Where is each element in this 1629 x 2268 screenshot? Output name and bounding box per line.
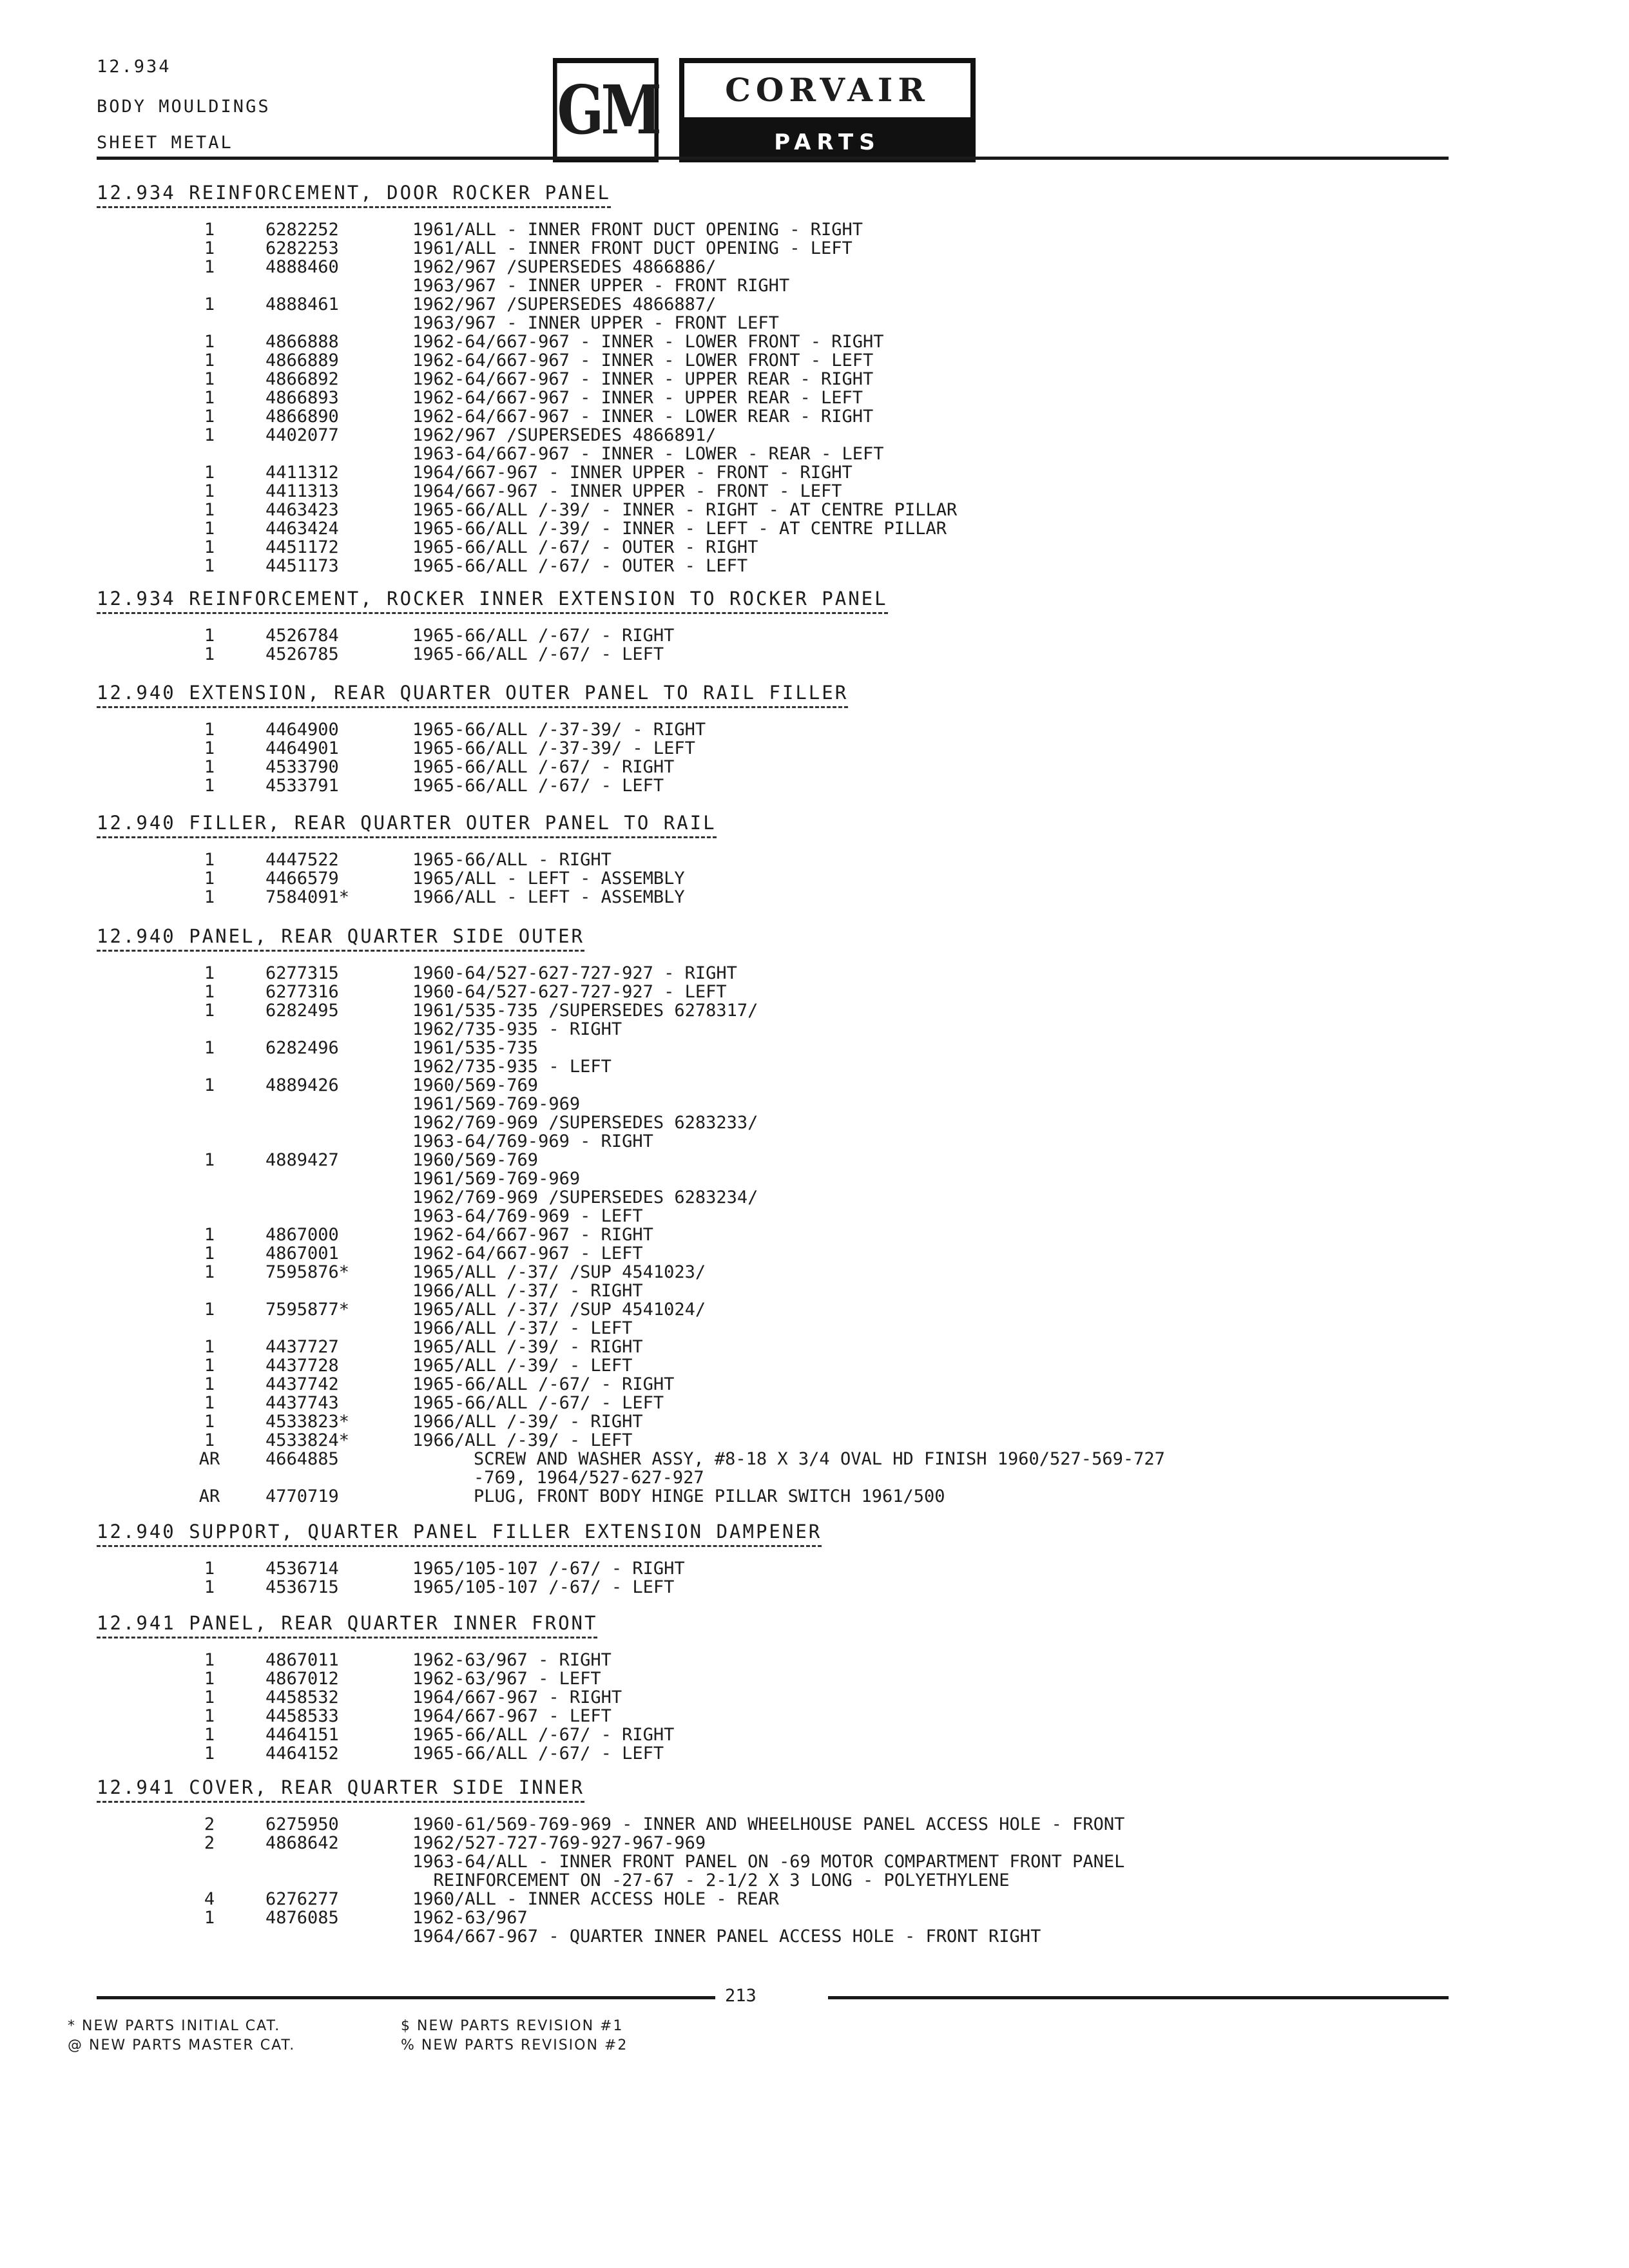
part-quantity: 1 bbox=[204, 1225, 215, 1245]
part-description: 1965/ALL - LEFT - ASSEMBLY bbox=[412, 869, 685, 889]
legend-revision-2: % NEW PARTS REVISION #2 bbox=[401, 2037, 628, 2053]
section-title: 12.940 EXTENSION, REAR QUARTER OUTER PANEL TO RAIL FILLER bbox=[97, 682, 848, 708]
part-number: 4464901 bbox=[265, 738, 339, 758]
part-description: 1961/569-769-969 bbox=[412, 1094, 581, 1114]
part-description: 1963-64/ALL - INNER FRONT PANEL ON -69 MOTOR COMPARTMENT FRONT PANEL bbox=[412, 1852, 1125, 1872]
part-number: 7595877* bbox=[265, 1300, 350, 1320]
part-quantity: 1 bbox=[204, 407, 215, 427]
part-description: 1962/527-727-769-927-967-969 bbox=[412, 1833, 706, 1853]
part-number: 4876085 bbox=[265, 1908, 339, 1928]
part-number: 4526784 bbox=[265, 626, 339, 646]
part-quantity: 1 bbox=[204, 869, 215, 889]
part-number: 4888461 bbox=[265, 294, 339, 314]
part-description: 1962-64/667-967 - LEFT bbox=[412, 1244, 643, 1264]
section-title: 12.941 PANEL, REAR QUARTER INNER FRONT bbox=[97, 1612, 597, 1639]
part-number: 7595876* bbox=[265, 1262, 350, 1282]
part-quantity: 1 bbox=[204, 757, 215, 777]
part-quantity: 1 bbox=[204, 626, 215, 646]
part-number: 4437742 bbox=[265, 1374, 339, 1394]
footer-rule-left bbox=[97, 1996, 715, 1999]
part-number: 4463423 bbox=[265, 500, 339, 520]
part-number: 6282253 bbox=[265, 238, 339, 258]
part-quantity: 1 bbox=[204, 1150, 215, 1170]
part-description: 1962-64/667-967 - INNER - LOWER REAR - RIGHT bbox=[412, 407, 874, 427]
part-description: 1965-66/ALL /-67/ - RIGHT bbox=[412, 1374, 675, 1394]
part-quantity: 1 bbox=[204, 369, 215, 389]
part-description: 1960/569-769 bbox=[412, 1150, 539, 1170]
section-heading bbox=[97, 588, 888, 614]
part-quantity: 1 bbox=[204, 963, 215, 983]
part-quantity: 1 bbox=[204, 1706, 215, 1726]
part-quantity: 1 bbox=[204, 537, 215, 557]
part-description: REINFORCEMENT ON -27-67 - 2-1/2 X 3 LONG - POLYETHYLENE bbox=[412, 1870, 1010, 1890]
part-description: 1965-66/ALL /-67/ - OUTER - LEFT bbox=[412, 556, 748, 576]
part-number: 4466579 bbox=[265, 869, 339, 889]
part-description: 1961/535-735 /SUPERSEDES 6278317/ bbox=[412, 1001, 758, 1021]
section-title: 12.934 REINFORCEMENT, DOOR ROCKER PANEL bbox=[97, 182, 611, 208]
header-rule bbox=[97, 157, 1449, 160]
part-description: 1961/569-769-969 bbox=[412, 1169, 581, 1189]
part-description: 1965-66/ALL /-67/ - OUTER - RIGHT bbox=[412, 537, 758, 557]
part-quantity: 1 bbox=[204, 1559, 215, 1579]
part-description: 1965-66/ALL /-67/ - LEFT bbox=[412, 1744, 664, 1763]
part-quantity: 1 bbox=[204, 351, 215, 370]
section-heading bbox=[97, 1521, 822, 1547]
part-number: 4866890 bbox=[265, 407, 339, 427]
part-quantity: AR bbox=[198, 1449, 220, 1469]
part-number: 4526785 bbox=[265, 644, 339, 664]
part-quantity: 1 bbox=[204, 1687, 215, 1707]
part-quantity: 1 bbox=[204, 1262, 215, 1282]
part-description: 1965/ALL /-37/ /SUP 4541023/ bbox=[412, 1262, 706, 1282]
part-description: 1963-64/769-969 - LEFT bbox=[412, 1206, 643, 1226]
part-number: 4437743 bbox=[265, 1393, 339, 1413]
part-description: 1966/ALL /-37/ - LEFT bbox=[412, 1318, 633, 1338]
part-quantity: 1 bbox=[204, 738, 215, 758]
part-number: 6277316 bbox=[265, 982, 339, 1002]
part-description: 1965-66/ALL /-37-39/ - LEFT bbox=[412, 738, 695, 758]
part-number: 6275950 bbox=[265, 1814, 339, 1834]
part-number: 4867012 bbox=[265, 1669, 339, 1689]
part-quantity: 1 bbox=[204, 1374, 215, 1394]
part-number: 4458533 bbox=[265, 1706, 339, 1726]
part-quantity: 1 bbox=[204, 1669, 215, 1689]
part-description: 1965/105-107 /-67/ - RIGHT bbox=[412, 1559, 685, 1579]
part-description: 1962/735-935 - LEFT bbox=[412, 1057, 612, 1077]
part-quantity: 1 bbox=[204, 1038, 215, 1058]
part-quantity: 1 bbox=[204, 1075, 215, 1095]
part-quantity: 1 bbox=[204, 1725, 215, 1745]
section-title: 12.941 COVER, REAR QUARTER SIDE INNER bbox=[97, 1776, 584, 1803]
part-quantity: 1 bbox=[204, 1744, 215, 1763]
part-description: 1965/ALL /-39/ - RIGHT bbox=[412, 1337, 643, 1357]
part-number: 4889426 bbox=[265, 1075, 339, 1095]
part-description: 1962/769-969 /SUPERSEDES 6283233/ bbox=[412, 1113, 758, 1133]
part-description: 1965/105-107 /-67/ - LEFT bbox=[412, 1577, 675, 1597]
part-description: 1962-64/667-967 - INNER - UPPER REAR - RIGHT bbox=[412, 369, 874, 389]
part-number: 7584091* bbox=[265, 887, 350, 907]
header-subgroup-name: SHEET METAL bbox=[97, 133, 233, 153]
part-description: 1962/967 /SUPERSEDES 4866891/ bbox=[412, 425, 717, 445]
page-number: 213 bbox=[725, 1986, 757, 2006]
part-description: 1962/967 /SUPERSEDES 4866887/ bbox=[412, 294, 717, 314]
section-heading bbox=[97, 182, 611, 208]
part-quantity: 1 bbox=[204, 220, 215, 240]
part-number: 4888460 bbox=[265, 257, 339, 277]
part-number: 4464900 bbox=[265, 720, 339, 740]
header-group-name: BODY MOULDINGS bbox=[97, 97, 271, 117]
part-number: 4533791 bbox=[265, 776, 339, 796]
part-quantity: 1 bbox=[204, 720, 215, 740]
part-description: 1965/ALL /-39/ - LEFT bbox=[412, 1356, 633, 1376]
part-description: 1965-66/ALL /-37-39/ - RIGHT bbox=[412, 720, 706, 740]
part-quantity: 1 bbox=[204, 1300, 215, 1320]
part-quantity: 1 bbox=[204, 332, 215, 352]
part-quantity: 1 bbox=[204, 1412, 215, 1432]
part-description: 1962-63/967 - LEFT bbox=[412, 1669, 601, 1689]
part-number: 4451173 bbox=[265, 556, 339, 576]
part-quantity: 1 bbox=[204, 776, 215, 796]
part-description: -769, 1964/527-627-927 bbox=[474, 1468, 704, 1488]
footer-rule-right bbox=[828, 1996, 1449, 1999]
section-title: 12.934 REINFORCEMENT, ROCKER INNER EXTENSION TO ROCKER PANEL bbox=[97, 588, 888, 614]
part-quantity: 1 bbox=[204, 644, 215, 664]
part-quantity: 2 bbox=[204, 1833, 215, 1853]
part-number: 4866889 bbox=[265, 351, 339, 370]
part-description: 1963/967 - INNER UPPER - FRONT LEFT bbox=[412, 313, 779, 333]
logo-subtitle: PARTS CATALOGUE bbox=[679, 122, 976, 162]
part-description: 1961/535-735 bbox=[412, 1038, 539, 1058]
part-description: 1960/569-769 bbox=[412, 1075, 539, 1095]
part-description: 1963-64/667-967 - INNER - LOWER - REAR - LEFT bbox=[412, 444, 884, 464]
part-number: 4533823* bbox=[265, 1412, 350, 1432]
part-number: 4458532 bbox=[265, 1687, 339, 1707]
part-number: 4664885 bbox=[265, 1449, 339, 1469]
part-description: 1965-66/ALL /-67/ - LEFT bbox=[412, 776, 664, 796]
part-description: 1966/ALL - LEFT - ASSEMBLY bbox=[412, 887, 685, 907]
section-heading bbox=[97, 682, 848, 708]
part-description: 1965-66/ALL /-67/ - RIGHT bbox=[412, 757, 675, 777]
part-description: 1962/967 /SUPERSEDES 4866886/ bbox=[412, 257, 717, 277]
part-description: 1962-64/667-967 - INNER - LOWER FRONT - RIGHT bbox=[412, 332, 884, 352]
part-description: 1960-64/527-627-727-927 - LEFT bbox=[412, 982, 727, 1002]
part-description: 1965-66/ALL /-67/ - LEFT bbox=[412, 1393, 664, 1413]
part-number: 4889427 bbox=[265, 1150, 339, 1170]
part-number: 4464151 bbox=[265, 1725, 339, 1745]
part-description: 1964/667-967 - INNER UPPER - FRONT - RIGHT bbox=[412, 463, 853, 483]
part-number: 4437728 bbox=[265, 1356, 339, 1376]
part-description: 1963/967 - INNER UPPER - FRONT RIGHT bbox=[412, 276, 790, 296]
section-heading bbox=[97, 1776, 584, 1803]
section-title: 12.940 PANEL, REAR QUARTER SIDE OUTER bbox=[97, 925, 584, 952]
part-number: 4770719 bbox=[265, 1486, 339, 1506]
part-number: 6282252 bbox=[265, 220, 339, 240]
part-quantity: 1 bbox=[204, 294, 215, 314]
part-quantity: 1 bbox=[204, 1356, 215, 1376]
part-number: 4437727 bbox=[265, 1337, 339, 1357]
part-number: 4464152 bbox=[265, 1744, 339, 1763]
part-number: 4533790 bbox=[265, 757, 339, 777]
part-number: 4463424 bbox=[265, 519, 339, 539]
part-description: 1961/ALL - INNER FRONT DUCT OPENING - RIGHT bbox=[412, 220, 863, 240]
part-quantity: 1 bbox=[204, 500, 215, 520]
part-quantity: 1 bbox=[204, 1337, 215, 1357]
part-number: 4866888 bbox=[265, 332, 339, 352]
part-description: 1962-63/967 bbox=[412, 1908, 528, 1928]
legend-master-cat: @ NEW PARTS MASTER CAT. bbox=[68, 2037, 296, 2053]
part-description: 1964/667-967 - QUARTER INNER PANEL ACCESS HOLE - FRONT RIGHT bbox=[412, 1927, 1041, 1946]
part-quantity: 1 bbox=[204, 388, 215, 408]
part-quantity: 1 bbox=[204, 463, 215, 483]
part-quantity: 1 bbox=[204, 850, 215, 870]
part-description: 1965-66/ALL /-67/ - RIGHT bbox=[412, 626, 675, 646]
part-description: 1962/735-935 - RIGHT bbox=[412, 1019, 622, 1039]
part-description: 1966/ALL /-39/ - RIGHT bbox=[412, 1412, 643, 1432]
gm-logo-mark: GM bbox=[553, 58, 659, 162]
part-description: 1960-61/569-769-969 - INNER AND WHEELHOUSE PANEL ACCESS HOLE - FRONT bbox=[412, 1814, 1125, 1834]
part-quantity: 1 bbox=[204, 1577, 215, 1597]
part-quantity: 1 bbox=[204, 519, 215, 539]
part-quantity: 1 bbox=[204, 1001, 215, 1021]
part-number: 4867000 bbox=[265, 1225, 339, 1245]
part-quantity: 1 bbox=[204, 1908, 215, 1928]
part-description: 1962-64/667-967 - INNER - LOWER FRONT - LEFT bbox=[412, 351, 874, 370]
part-number: 4867001 bbox=[265, 1244, 339, 1264]
part-description: PLUG, FRONT BODY HINGE PILLAR SWITCH 1961/500 bbox=[474, 1486, 945, 1506]
part-quantity: 1 bbox=[204, 556, 215, 576]
section-title: 12.940 FILLER, REAR QUARTER OUTER PANEL TO RAIL bbox=[97, 812, 717, 838]
part-number: 6282495 bbox=[265, 1001, 339, 1021]
part-quantity: 1 bbox=[204, 887, 215, 907]
part-number: 4866892 bbox=[265, 369, 339, 389]
part-number: 4866893 bbox=[265, 388, 339, 408]
part-quantity: 2 bbox=[204, 1814, 215, 1834]
part-description: 1965-66/ALL /-39/ - INNER - RIGHT - AT CENTRE PILLAR bbox=[412, 500, 958, 520]
part-description: 1962-63/967 - RIGHT bbox=[412, 1650, 612, 1670]
part-description: 1964/667-967 - LEFT bbox=[412, 1706, 612, 1726]
part-quantity: 1 bbox=[204, 982, 215, 1002]
legend-revision-1: $ NEW PARTS REVISION #1 bbox=[401, 2018, 624, 2034]
part-description: 1966/ALL /-39/ - LEFT bbox=[412, 1430, 633, 1450]
part-quantity: 1 bbox=[204, 1430, 215, 1450]
section-heading bbox=[97, 1612, 597, 1639]
part-quantity: 1 bbox=[204, 1393, 215, 1413]
part-number: 6276277 bbox=[265, 1889, 339, 1909]
header-section-number: 12.934 bbox=[97, 57, 171, 77]
part-number: 6282496 bbox=[265, 1038, 339, 1058]
part-quantity: 1 bbox=[204, 257, 215, 277]
section-heading bbox=[97, 812, 717, 838]
part-quantity: 1 bbox=[204, 481, 215, 501]
part-description: 1965/ALL /-37/ /SUP 4541024/ bbox=[412, 1300, 706, 1320]
part-description: 1962-64/667-967 - RIGHT bbox=[412, 1225, 653, 1245]
section-title: 12.940 SUPPORT, QUARTER PANEL FILLER EXTENSION DAMPENER bbox=[97, 1521, 822, 1547]
part-number: 4867011 bbox=[265, 1650, 339, 1670]
part-description: 1960-64/527-627-727-927 - RIGHT bbox=[412, 963, 737, 983]
part-description: SCREW AND WASHER ASSY, #8-18 X 3/4 OVAL HD FINISH 1960/527-569-727 bbox=[474, 1449, 1165, 1469]
part-number: 4533824* bbox=[265, 1430, 350, 1450]
part-description: 1961/ALL - INNER FRONT DUCT OPENING - LEFT bbox=[412, 238, 853, 258]
part-number: 4451172 bbox=[265, 537, 339, 557]
part-description: 1964/667-967 - INNER UPPER - FRONT - LEFT bbox=[412, 481, 842, 501]
logo-title: CORVAIR bbox=[679, 58, 976, 122]
part-description: 1965-66/ALL /-67/ - RIGHT bbox=[412, 1725, 675, 1745]
part-number: 4868642 bbox=[265, 1833, 339, 1853]
part-description: 1963-64/769-969 - RIGHT bbox=[412, 1131, 653, 1151]
part-number: 4447522 bbox=[265, 850, 339, 870]
part-number: 4411312 bbox=[265, 463, 339, 483]
part-quantity: 1 bbox=[204, 425, 215, 445]
part-description: 1960/ALL - INNER ACCESS HOLE - REAR bbox=[412, 1889, 779, 1909]
part-description: 1964/667-967 - RIGHT bbox=[412, 1687, 622, 1707]
part-number: 6277315 bbox=[265, 963, 339, 983]
part-number: 4536714 bbox=[265, 1559, 339, 1579]
part-number: 4536715 bbox=[265, 1577, 339, 1597]
legend-initial-cat: * NEW PARTS INITIAL CAT. bbox=[68, 2018, 281, 2034]
part-quantity: 1 bbox=[204, 1650, 215, 1670]
part-quantity: AR bbox=[198, 1486, 220, 1506]
part-quantity: 1 bbox=[204, 1244, 215, 1264]
part-quantity: 4 bbox=[204, 1889, 215, 1909]
part-description: 1965-66/ALL /-67/ - LEFT bbox=[412, 644, 664, 664]
part-number: 4411313 bbox=[265, 481, 339, 501]
section-heading bbox=[97, 925, 584, 952]
part-description: 1962-64/667-967 - INNER - UPPER REAR - LEFT bbox=[412, 388, 863, 408]
part-description: 1965-66/ALL /-39/ - INNER - LEFT - AT CENTRE PILLAR bbox=[412, 519, 947, 539]
part-description: 1962/769-969 /SUPERSEDES 6283234/ bbox=[412, 1187, 758, 1207]
part-number: 4402077 bbox=[265, 425, 339, 445]
part-description: 1965-66/ALL - RIGHT bbox=[412, 850, 612, 870]
part-quantity: 1 bbox=[204, 238, 215, 258]
part-description: 1966/ALL /-37/ - RIGHT bbox=[412, 1281, 643, 1301]
